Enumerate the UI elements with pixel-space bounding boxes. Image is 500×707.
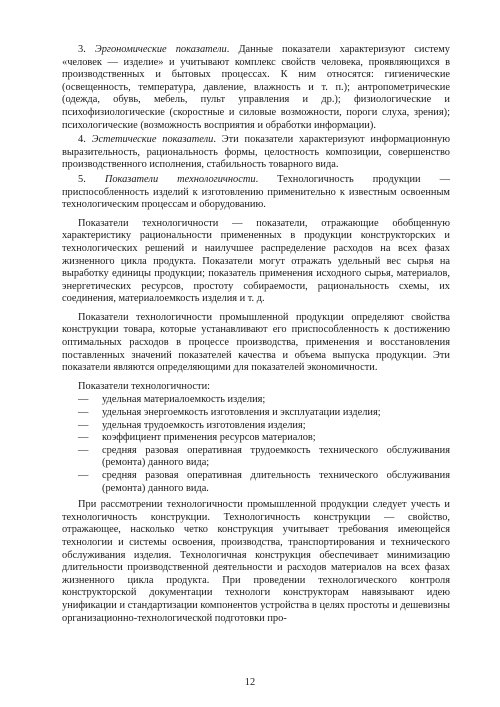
paragraph-aesthetic (62, 134, 450, 172)
list-item-text: коэффициент применения ресурсов материалов; (102, 432, 316, 444)
list-item-text: удельная трудоемкость изготовления изделия; (102, 419, 306, 431)
item-number: 5. (78, 173, 105, 185)
list-intro: Показатели технологичности: (78, 380, 211, 392)
dash-marker: — (78, 394, 89, 406)
list-item (62, 470, 450, 495)
dash-marker: — (78, 470, 89, 481)
list-item (62, 407, 450, 420)
paragraph-text: . Технологичность продукции — приспособленность изделий к изготовлению применительно к известным освоенным технологическим процессам и оборудованию. (62, 173, 451, 211)
list-item-text: средняя разовая оперативная трудоемкость технического обслуживания (ремонта) данного вида; (102, 444, 450, 469)
list-item (62, 432, 450, 445)
dash-marker: — (78, 432, 89, 444)
paragraph-technological (62, 174, 450, 212)
page-body (62, 44, 450, 625)
paragraph-design-manufacturability: При рассмотрении технологичности промышленной продукции следует учесть и технологичность конструкции. Технологичность конструкции — свойство, отражающее, насколько четко конструкция учитывает требования имеющейся технологии и системы освоения, производства, транспортирования и технического обслуживания изделия. Технологичная конструкция обеспечивает минимизацию длительности производственной деятельности и расходов материалов на всех фазах жизненного цикла продукта. При проведении технологического контроля конструкторской документации технологи конструкторам навязывают идею унификации и стандартизации компонентов устройства в целях простоты и дешевизны организационно-технологической подготовки про- (62, 499, 450, 624)
paragraph-text: . Эти показатели характеризуют информационную выразительность, рациональность формы, целостность композиции, совершенство производственного исполнения, стабильность товарного вида. (62, 134, 450, 171)
list-item (62, 420, 450, 433)
item-number: 3. (78, 44, 95, 55)
paragraph-text: . Данные показатели характеризуют систему «человек — изделие» и учитывают комплекс свойств человека, проявляющихся в производственных и бытовых процессах. К ним относятся: гигиенические (освещенность, температура, давление, влажность и т. п.); антропометрические (одежда, обувь, мебель, пульт управления и др.); физиологические и психофизиологические (скоростные и силовые возможности, пороги слуха, зрения); психологические (возможность восприятия и обработки информации). (62, 44, 450, 131)
page-number: 12 (244, 677, 256, 688)
term-technological: Показатели технологичности (104, 173, 256, 185)
paragraph-indicators-definition: Показатели технологичности — показатели, отражающие обобщенную характеристику рациональности примененных в продукции конструкторских и технологических решений и наилучшее распределение расходов на всех фазах жизненного цикла продукта. Показатели могут отражать удельный вес сырья на выработку единицы продукции; показатель применения исходного сырья, материалов, энергетических ресурсов, простоту собираемости, рациональность схемы, их соединения, материалоемкость изделия и т. д. (62, 217, 450, 305)
list-item-text: удельная материалоемкость изделия; (102, 394, 266, 406)
list-item (62, 445, 450, 470)
term-aesthetic: Эстетические показатели (91, 134, 214, 146)
list-item-text: удельная энергоемкость изготовления и эксплуатации изделия; (102, 407, 381, 419)
term-ergonomic: Эргономические показатели (94, 44, 227, 55)
indicators-list (62, 394, 450, 495)
paragraph-industrial-indicators: Показатели технологичности промышленной продукции определяют свойства конструкции товара, которые устанавливают его приспособленность к достижению оптимальных расходов в процессе производства, применения и восстановления поставленных значений показателей качества и объема выпуска продукции. Эти показатели являются определяющими для показателей экономичности. (62, 311, 450, 374)
paragraph-ergonomic (62, 44, 450, 132)
dash-marker: — (78, 444, 89, 456)
dash-marker: — (78, 419, 89, 431)
list-item (62, 394, 450, 407)
dash-marker: — (78, 407, 89, 419)
list-item-text: средняя разовая оперативная длительность технического обслуживания (ремонта) данного вида. (102, 470, 450, 494)
item-number: 4. (78, 134, 92, 146)
